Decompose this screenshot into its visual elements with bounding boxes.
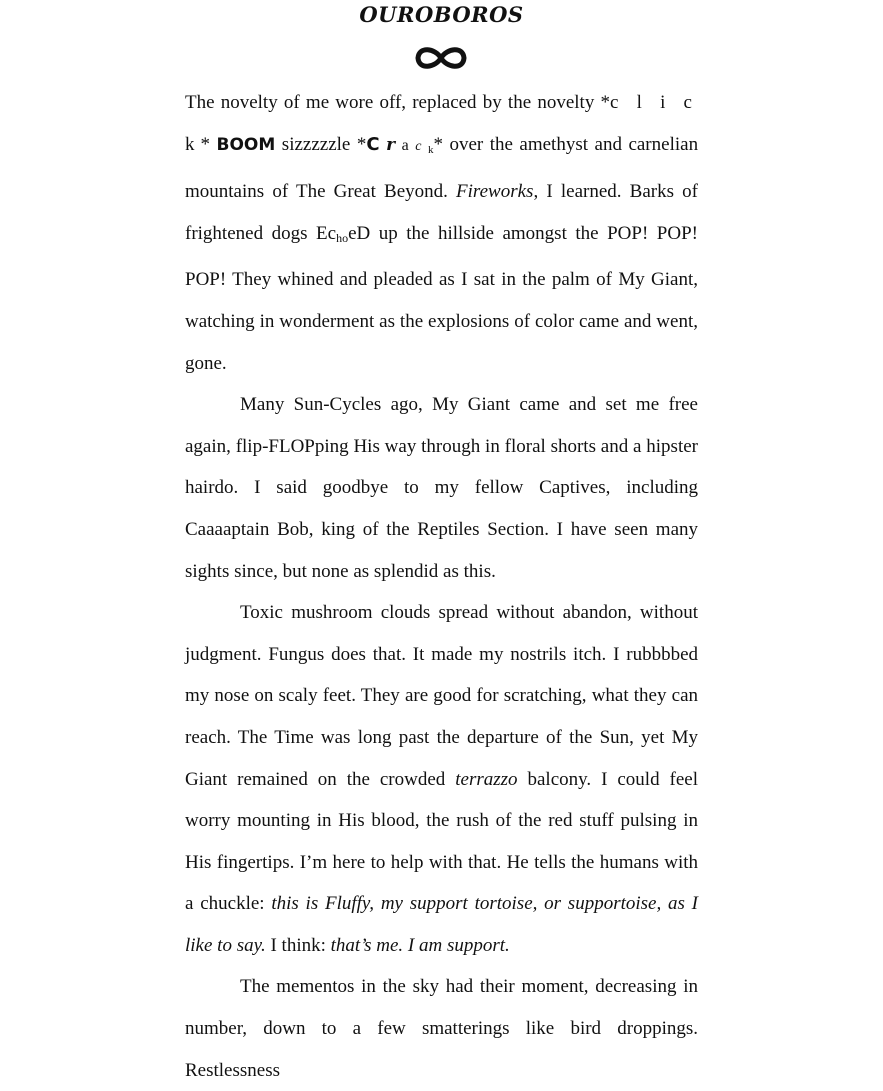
text-run: * bbox=[200, 133, 210, 155]
text-run: , I learned. Barks of frightened dogs Ec bbox=[185, 181, 698, 244]
text-crack-c: C bbox=[366, 133, 380, 155]
text-run: The novelty of me wore off, replaced by the novelty * bbox=[185, 92, 611, 113]
text-thought: that’s me. I am support. bbox=[330, 934, 510, 956]
text-echo: ho bbox=[336, 230, 349, 245]
body-text bbox=[185, 82, 698, 1091]
chapter-title: OUROBOROS bbox=[359, 2, 524, 27]
text-run: Toxic mushroom clouds spread without abandon, without judgment. Fungus does that. It made my nostrils itch. I rubbbbed my nose on scaly feet. They are good for scratching, what they can reach. The Time was long past the departure of the Sun, yet My Giant remained on the crowded bbox=[185, 602, 698, 790]
infinity-icon bbox=[413, 40, 469, 76]
paragraph-mushroom-clouds bbox=[185, 592, 698, 966]
text-run: eD up the hillside amongst the POP! POP! POP! They whined and pleaded as I sat in the palm of My Giant, watching in wonderment as the explosions of color came and went, gone. bbox=[185, 222, 698, 374]
text-boom: BOOM bbox=[216, 134, 276, 155]
paragraph-fireworks bbox=[185, 82, 698, 384]
text-fireworks: Fireworks bbox=[456, 181, 534, 203]
text-run: sizzzzzle * bbox=[275, 133, 367, 155]
text-crack-c2: c bbox=[415, 138, 422, 154]
text-run: balcony. I could feel worry mounting in His blood, the rush of the red stuff pulsing in His fingertips. I’m here to help with that. He tells the humans with a chuckle: bbox=[185, 768, 698, 915]
text-click: c l i c k bbox=[185, 92, 698, 155]
text-run: * over the amethyst and carnelian mountains of The Great Beyond. bbox=[185, 133, 699, 203]
text-crack-a: a bbox=[401, 136, 409, 154]
text-run: I think: bbox=[265, 934, 331, 956]
text-support-quote: this is Fluffy, my support tortoise, or supportoise, as I like to say. bbox=[185, 893, 698, 956]
paragraph-sun-cycles: Many Sun-Cycles ago, My Giant came and set me free again, flip-FLOPping His way through in floral shorts and a hipster hairdo. I said goodbye to my fellow Captives, including Caaaaptain Bob, king of the Reptiles Section. I have seen many sights since, but none as splendid as this. bbox=[185, 394, 698, 582]
text-terrazzo: terrazzo bbox=[455, 768, 518, 790]
paragraph-mementos: The mementos in the sky had their moment, decreasing in number, down to a few smatterings like bird droppings. Restlessness bbox=[185, 976, 698, 1081]
text-crack-r: r bbox=[386, 134, 396, 155]
text-crack-k: k bbox=[427, 143, 434, 156]
